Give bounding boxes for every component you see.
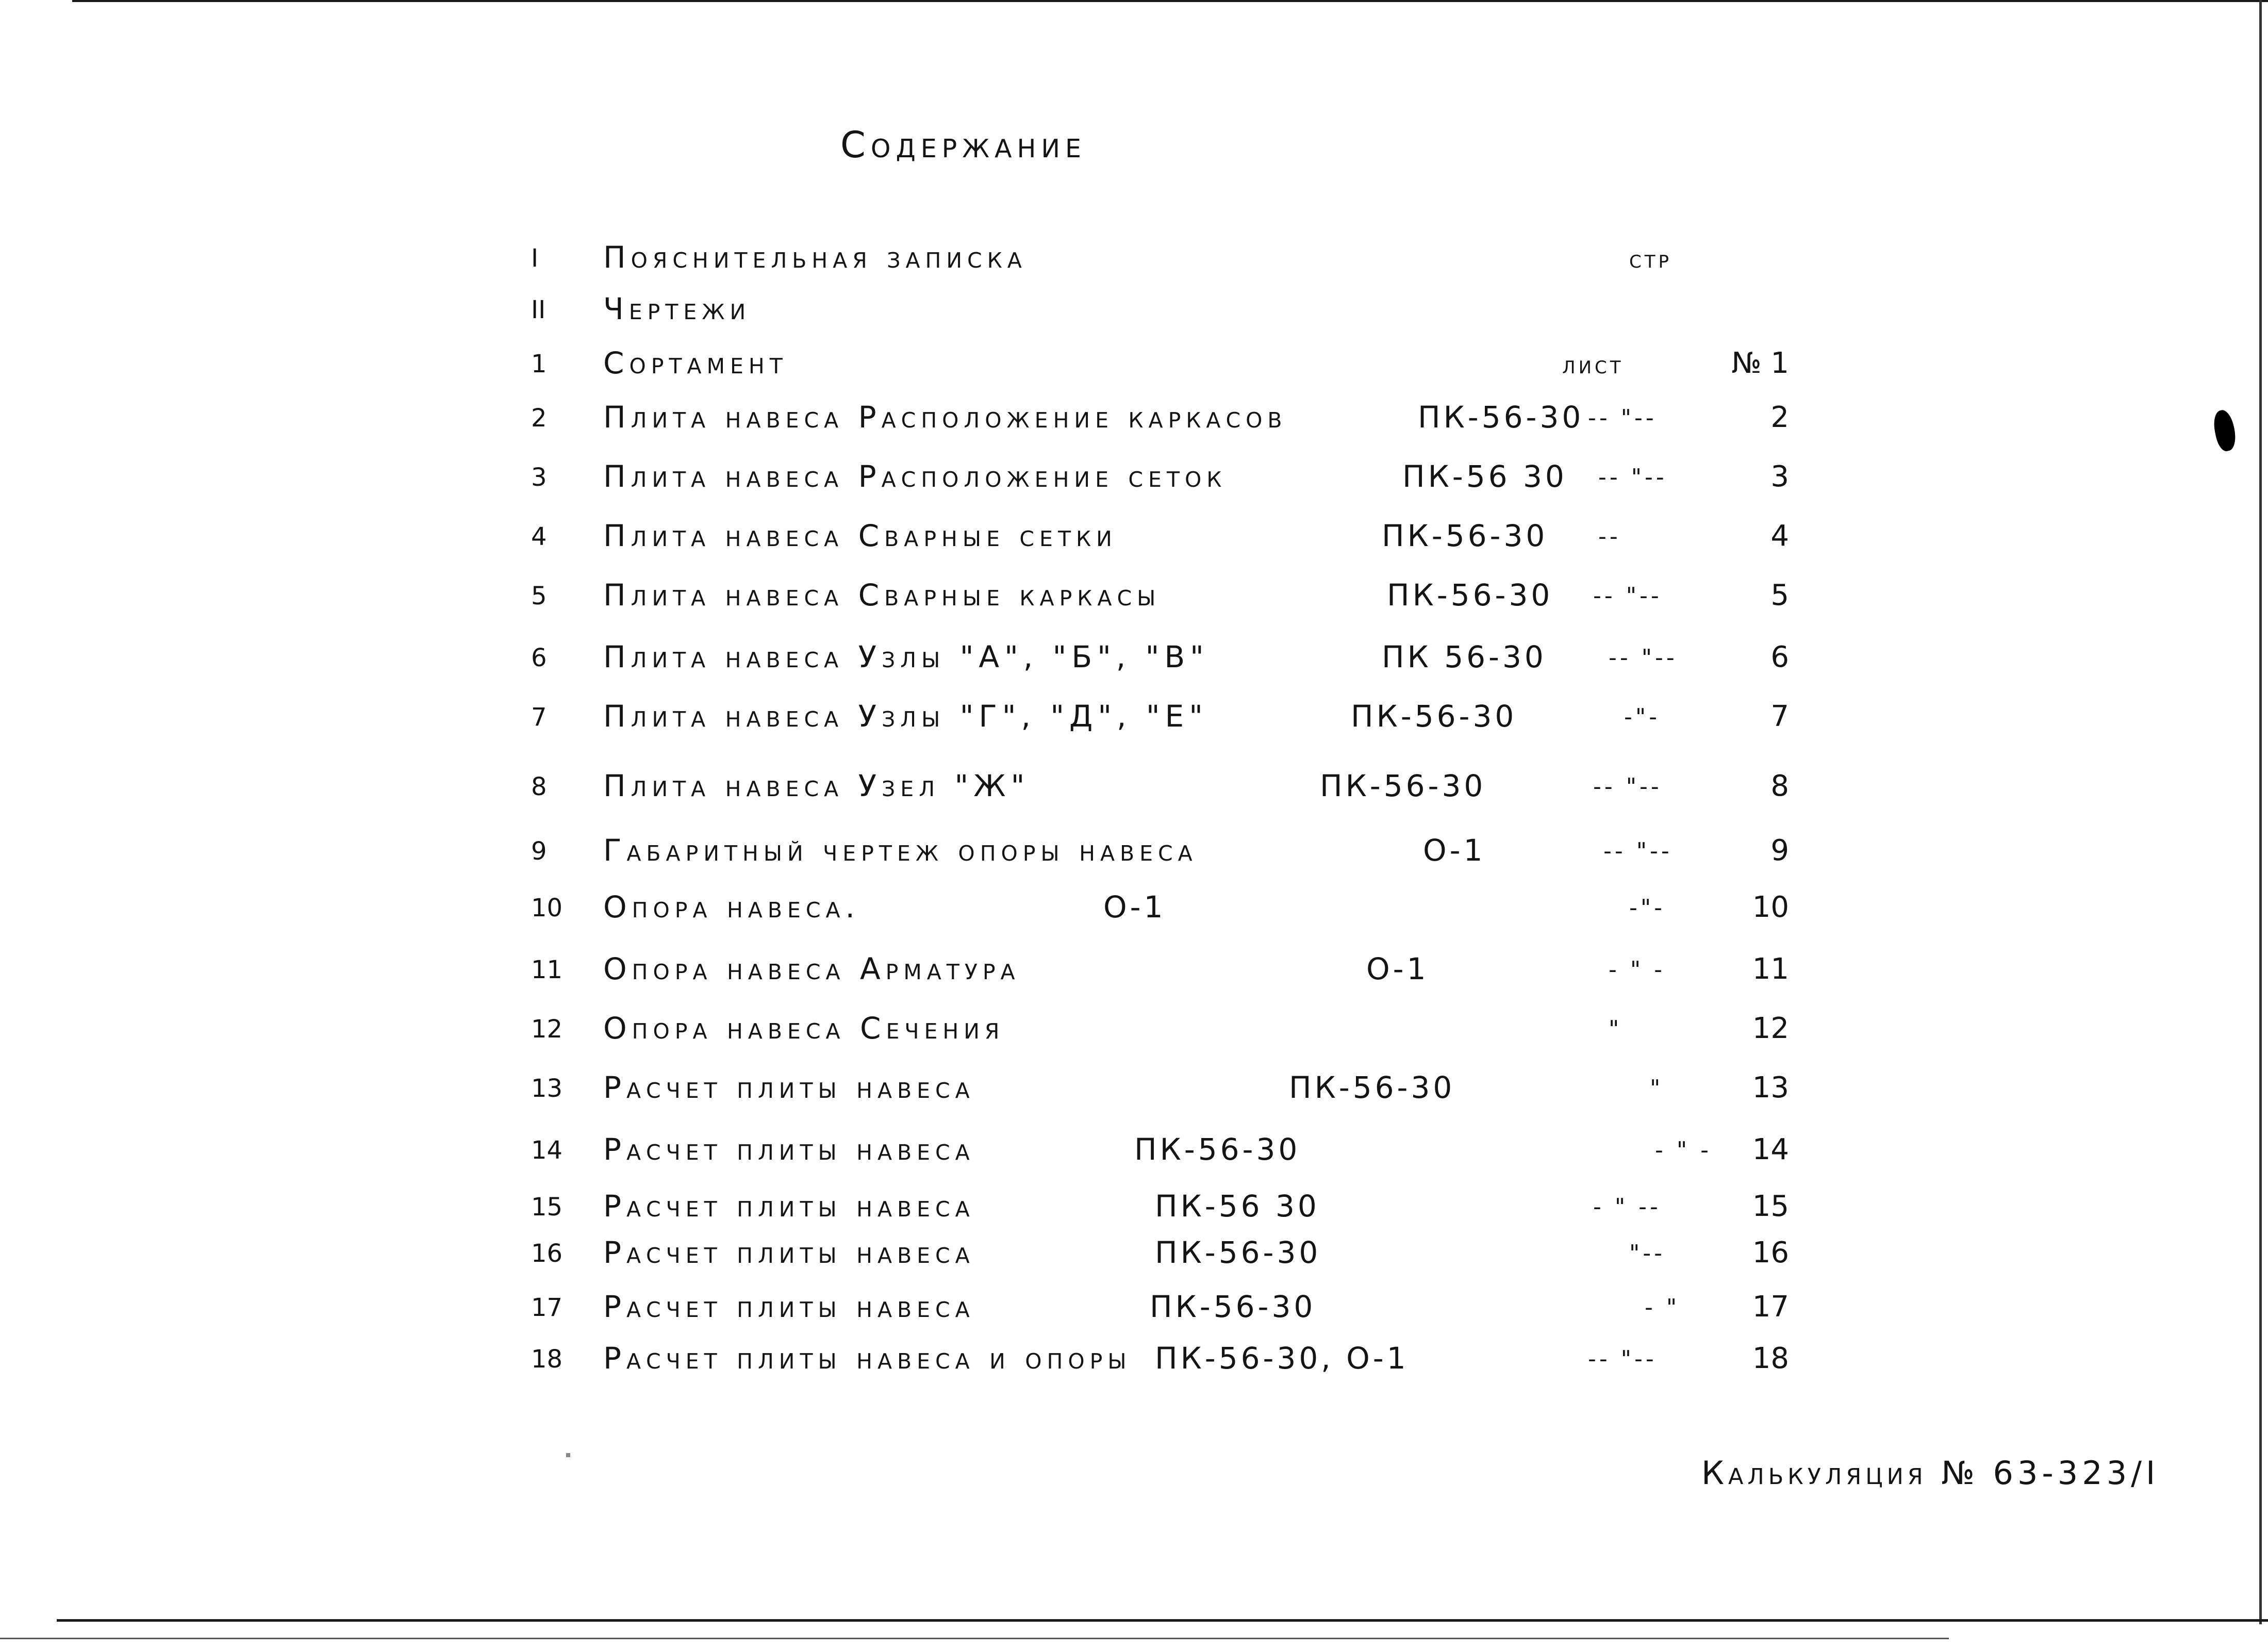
row-code: ПК-56 30 xyxy=(1155,1189,1320,1224)
ditto-mark: -- "-- xyxy=(1603,838,1673,864)
ditto-mark: -- "-- xyxy=(1593,773,1662,800)
toc-row xyxy=(0,634,2268,681)
toc-row xyxy=(0,694,2268,740)
row-number: 14 xyxy=(531,1136,563,1165)
ditto-mark: " xyxy=(1650,1075,1664,1101)
ditto-mark: - " -- xyxy=(1593,1194,1661,1220)
toc-row xyxy=(0,513,2268,559)
ditto-mark: -- xyxy=(1598,523,1621,550)
section-row-explanatory xyxy=(0,235,2268,281)
row-number: 6 xyxy=(531,644,547,672)
row-number: 5 xyxy=(531,582,547,611)
row-number: 7 xyxy=(531,703,547,732)
page-title: Содержание xyxy=(840,124,1086,166)
toc-row xyxy=(0,1230,2268,1276)
sheet-number: 14 xyxy=(1752,1133,1789,1166)
row-code: ПК-56-30 xyxy=(1351,699,1517,734)
ditto-mark: - " - xyxy=(1655,1137,1712,1163)
row-title: Расчет плиты навеса xyxy=(603,1070,975,1105)
toc-row xyxy=(0,1127,2268,1173)
row-title: Расчет плиты навеса xyxy=(603,1189,975,1224)
toc-row xyxy=(0,828,2268,874)
sheet-number: 4 xyxy=(1770,519,1789,553)
bottom-frame-line xyxy=(0,1638,1949,1639)
row-number: 15 xyxy=(531,1193,563,1222)
sheet-number: 12 xyxy=(1752,1012,1789,1045)
ditto-mark: -"- xyxy=(1629,895,1665,921)
ditto-mark: -- "-- xyxy=(1598,464,1667,490)
row-code: ПК-56-30, О-1 xyxy=(1155,1341,1409,1376)
sheet-number: 7 xyxy=(1770,700,1789,733)
toc-row xyxy=(0,763,2268,810)
row-code: О-1 xyxy=(1366,951,1429,986)
row-title: Плита навеса Сварные каркасы xyxy=(603,578,1161,613)
top-border-line xyxy=(72,0,2268,2)
ditto-mark: "-- xyxy=(1629,1240,1665,1266)
row-code: ПК-56-30 xyxy=(1289,1070,1455,1105)
row-code: ПК-56-30 xyxy=(1382,518,1548,553)
row-number: 9 xyxy=(531,837,547,866)
row-number: 4 xyxy=(531,522,547,551)
ink-speck xyxy=(566,1453,570,1457)
row-title: Габаритный чертеж опоры навеса xyxy=(603,833,1198,868)
sheet-number: 18 xyxy=(1752,1342,1789,1375)
row-code: ПК-56-30 xyxy=(1155,1235,1321,1270)
page-column-header: стр xyxy=(1629,245,1673,274)
row-code: ПК 56-30 xyxy=(1382,639,1547,674)
row-number: 2 xyxy=(531,404,547,433)
section-number: I xyxy=(531,244,539,273)
toc-row-last xyxy=(0,1341,2268,1387)
row-code: ПК-56-30 xyxy=(1387,578,1553,613)
ditto-mark: -"- xyxy=(1624,704,1660,730)
row-title: Плита навеса Узлы "А", "Б", "В" xyxy=(603,639,1209,674)
sheet-number: 17 xyxy=(1752,1290,1789,1324)
row-number: 13 xyxy=(531,1074,563,1103)
row-code: ПК-56 30 xyxy=(1402,459,1567,494)
ditto-mark: -- "-- xyxy=(1588,1346,1657,1372)
row-title: Расчет плиты навеса xyxy=(603,1132,975,1167)
toc-row xyxy=(0,394,2268,441)
toc-row xyxy=(0,454,2268,500)
sheet-column-header: лист xyxy=(1562,351,1624,380)
row-number: 8 xyxy=(531,772,547,801)
toc-row xyxy=(0,1065,2268,1111)
sheet-number: 15 xyxy=(1752,1190,1789,1223)
ditto-mark: -- "-- xyxy=(1588,405,1657,431)
section-row-drawings xyxy=(0,286,2268,333)
sheet-number: 16 xyxy=(1752,1236,1789,1270)
row-number: 16 xyxy=(531,1239,563,1268)
row-number: 18 xyxy=(531,1345,563,1374)
sheet-number: 2 xyxy=(1770,401,1789,434)
section-title: Чертежи xyxy=(603,291,751,326)
toc-row xyxy=(0,1006,2268,1052)
row-title: Плита навеса Расположение каркасов xyxy=(603,400,1287,435)
row-code: ПК-56-30 xyxy=(1320,768,1486,803)
calculation-stamp: Калькуляция № 63-323/I xyxy=(1701,1454,2160,1492)
row-number: 1 xyxy=(531,350,547,378)
ditto-mark: - " - xyxy=(1609,957,1665,983)
row-number: 3 xyxy=(531,463,547,492)
sheet-number: 13 xyxy=(1752,1071,1789,1105)
sheet-number: 6 xyxy=(1770,640,1789,674)
sheet-number: 11 xyxy=(1752,952,1789,986)
sheet-number: 9 xyxy=(1770,834,1789,867)
row-title: Расчет плиты навеса xyxy=(603,1289,975,1324)
row-title: Расчет плиты навеса xyxy=(603,1235,975,1270)
row-code: ПК-56-30 xyxy=(1418,400,1584,435)
row-code: О-1 xyxy=(1103,889,1166,925)
row-code: ПК-56-30 xyxy=(1134,1132,1301,1167)
ditto-mark: -- "-- xyxy=(1593,583,1662,609)
bottom-border-line xyxy=(57,1619,2268,1622)
row-title: Опора навеса Сечения xyxy=(603,1011,1005,1046)
sheet-number: № 1 xyxy=(1731,347,1789,380)
row-number: 17 xyxy=(531,1293,563,1322)
toc-row xyxy=(0,572,2268,619)
row-number: 12 xyxy=(531,1015,563,1044)
row-title: Плита навеса Узел "Ж" xyxy=(603,768,1030,803)
toc-row xyxy=(0,1284,2268,1330)
sheet-number: 3 xyxy=(1770,460,1789,493)
row-title: Плита навеса Узлы "Г", "Д", "Е" xyxy=(603,699,1208,734)
row-title: Опора навеса Арматура xyxy=(603,951,1020,986)
row-number: 10 xyxy=(531,894,563,922)
toc-row xyxy=(0,1183,2268,1230)
ditto-mark: - " xyxy=(1645,1294,1680,1321)
row-code: О-1 xyxy=(1423,833,1486,868)
row-title: Расчет плиты навеса и опоры xyxy=(603,1341,1132,1376)
ditto-mark: -- "-- xyxy=(1609,645,1678,671)
toc-row xyxy=(0,884,2268,931)
row-title: Плита навеса Сварные сетки xyxy=(603,518,1117,553)
sheet-number: 8 xyxy=(1770,769,1789,803)
row-code: ПК-56-30 xyxy=(1150,1289,1316,1324)
section-number: II xyxy=(531,295,546,324)
toc-row xyxy=(0,946,2268,993)
row-title: Сортамент xyxy=(603,345,788,381)
row-number: 11 xyxy=(531,955,563,984)
row-title: Плита навеса Расположение сеток xyxy=(603,459,1227,494)
section-title: Пояснительная записка xyxy=(603,240,1027,275)
row-title: Опора навеса. xyxy=(603,889,860,925)
ditto-mark: " xyxy=(1609,1016,1623,1042)
sheet-number: 5 xyxy=(1770,579,1789,612)
toc-row xyxy=(0,340,2268,387)
sheet-number: 10 xyxy=(1752,891,1789,924)
